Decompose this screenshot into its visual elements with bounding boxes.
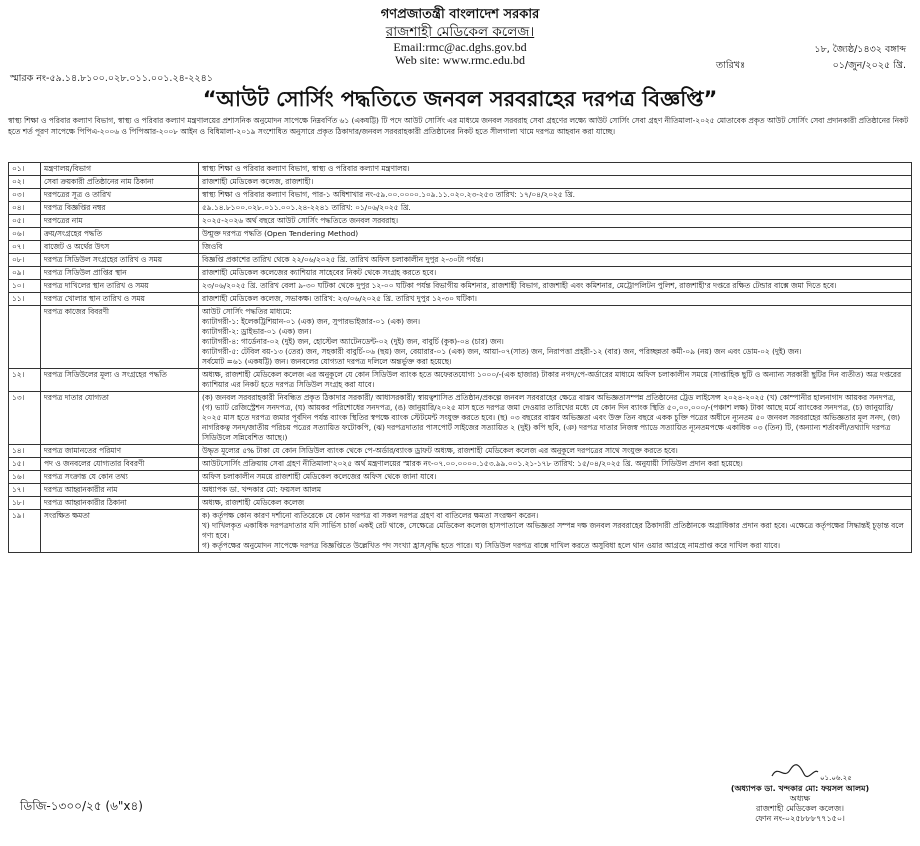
table-row: ১৬। দরপত্র সংক্রান্ত যে কোন তথ্য অফিস চলাকালীন সময়ে রাজশাহী মেডিকেল কলেজের অফিস থেকে জানা যাবে। — [9, 471, 912, 484]
table-row: ০৬। ক্রয়/সংগ্রহের পদ্ধতি উন্মুক্ত দরপত্র পদ্ধতি (Open Tendering Method) — [9, 228, 912, 241]
signer-phone: ফোন নং-০২৫৮৮৮৭৭১৫০। — [755, 814, 845, 823]
work-line: ক্যাটাগরী-১: ইলেকট্রিশিয়ান-০১ (এক) জন, সুপারভাইজার-০১ (এক) জন। — [202, 317, 421, 326]
signature-block — [700, 784, 900, 824]
table-row-rights: ১৯। সংরক্ষিত ক্ষমতা ক) কর্তৃপক্ষ কোন কারণ দর্শানো ব্যতিরেকে যে কোন দরপত্র বা সকল দরপত্র গ্রহণ বা বাতিলের ক্ষমতা সংরক্ষণ করেন। খ) দাখিলকৃত একাধিক দরপত্রদাতার যদি সার্ভিস চার্জ একই রেট থাকে, সেক্ষেত্রে মেডিকেল কলেজ হাসপাতালে অভিজ্ঞতা সম্পন্ন দক্ষ জনবল সরবরাহের ঠিকাদারী প্রতিষ্ঠানকে অগ্রাধিকার প্রদান করা হবে। এক্ষেত্রে কর্তৃপক্ষের সিদ্ধান্তই চূড়ান্ত বলে গণ্য হবে। গ) কর্তৃপক্ষের অনুমোদন সাপেক্ষে দরপত্র বিজ্ঞপ্তিতে উল্লেখিত পদ সংখ্যা হ্রাস/বৃদ্ধি হতে পারে। ঘ) সিডিউল দরপত্র বাক্সে দাখিল করতে অসুবিধা হলে থান ওয়ার আগ্রহে নামপ্রাপ্ত করে দাখিল করা যাবে। — [9, 510, 912, 553]
table-row: ০৭। বাজেট ও অর্থের উৎস জিওবি — [9, 241, 912, 254]
rights-item: গ) কর্তৃপক্ষের অনুমোদন সাপেক্ষে দরপত্র বিজ্ঞপ্তিতে উল্লেখিত পদ সংখ্যা হ্রাস/বৃদ্ধি হতে পারে। ঘ) সিডিউল দরপত্র বাক্সে দাখিল করতে অসুবিধা হলে থান ওয়ার আগ্রহে নামপ্রাপ্ত করে দাখিল করা যাবে। — [202, 541, 781, 550]
rights-item: ক) কর্তৃপক্ষ কোন কারণ দর্শানো ব্যতিরেকে যে কোন দরপত্র বা সকল দরপত্র গ্রহণ বা বাতিলের ক্ষমতা সংরক্ষণ করেন। — [202, 511, 539, 520]
work-line: সর্বমোট =৬১ (একষট্টি) জন। জনবলের যোগ্যতা দরপত্র দলিলে অন্তর্ভুক্ত করা হয়েছে। — [202, 357, 452, 366]
table-row: ১৭। দরপত্র আহ্বানকারীর নাম অধ্যাপক ডা. খন্দকার মো: ফয়সল আলম — [9, 484, 912, 497]
table-row: ১৩। দরপত্র দাতার যোগ্যতা (ক) জনবল সরবরাহকারী নিবন্ধিত প্রকৃত ঠিকাদার সরকারী/ আধাসরকারী/ স্বায়ত্বশাসিত প্রতিষ্ঠান/প্রকল্পে জনবল সরবরাহের ক্ষেত্রে বাস্তব অভিজ্ঞতাসম্পন্ন প্রতিষ্ঠানের ট্রেড লাইসেন্স ২০২৪-২০২৫ (খ) কোম্পানীর হালনাগাদ আয়কর সনদপত্র, (গ) ভ্যাট রেজিস্ট্রেশন সনদপত্র, (ঘ) আয়কর পরিশোধের সনদপত্র, (ঙ) জানুয়ারি/২০২৫ মাস হতে দরপত্র জমা দেওয়ার তারিখের মধ্যে যে কোন দিন ব্যাংক স্থিতি ৫০,০০,০০০/-(পঞ্চাশ লক্ষ) টাকা আছে মর্মে ব্যাংকের সনদপত্র, (চ) জানুয়ারি/২০২৫ মাস হতে দরপত্র জমার পূর্বদিন পর্যন্ত ব্যাংক স্থিতির স্বপক্ষে ব্যাংক স্টেটমেন্ট সংযুক্ত করতে হবে। (ছ) ০৩ বছরের বাস্তব অভিজ্ঞতা এবং উক্ত তিন বছরে একক চুক্তি পত্রের অধীনে ন্যূনতম ৫০ জনবল সরবরাহের অভিজ্ঞতার মূল সনদ, (জ) নাগরিকত্ব সনদ/জাতীয় পরিচয় পত্রের সত্যায়িত ফটোকপি, (ঝ) দরপত্রদাতার পাসপোর্ট সাইজের সত্যায়িত ২ (দুই) কপি ছবি, (ঞ) দরপত্র দাতার নিজস্ব প্যাডে সত্যায়িত ন্যূনতমপক্ষে একাধিক ০৩ (তিন) টি, (অন্যান্য শর্তাবলী/তথ্যাদি দরপত্র সিডিউলে সন্নিবেশিত আছে।) — [9, 392, 912, 445]
table-row: ০৯। দরপত্র সিডিউল প্রাপ্তির স্থান রাজশাহী মেডিকেল কলেজের ক্যাশিয়ার সাহেবের নিকট থেকে সংগ্রহ করতে হবে। — [9, 267, 912, 280]
table-row: ০৮। দরপত্র সিডিউল সংগ্রহের তারিখ ও সময় বিজ্ঞপ্তি প্রকাশের তারিখ থেকে ২২/০৬/২০২৫ খ্রি. তারিখ অফিস চলাকালীন দুপুর ২-৩০টা পর্যন্ত। — [9, 254, 912, 267]
work-line: ক্যাটাগরী-৪: গার্ডেনার-০২ (দুই) জন, হোস্টেল অ্যাটেনডেন্ট-০২ (দুই) জন, বাবুর্চি (কুক)-০৪ (চার) জন। — [202, 337, 504, 346]
signature-scribble — [770, 760, 860, 782]
date-label: তারিখঃ — [716, 60, 746, 71]
table-row: ০১। মন্ত্রণালয়/বিভাগ স্বাস্থ্য শিক্ষা ও পরিবার কল্যাণ বিভাগ, স্বাস্থ্য ও পরিবার কল্যাণ মন্ত্রণালয়। — [9, 163, 912, 176]
rights-item: খ) দাখিলকৃত একাধিক দরপত্রদাতার যদি সার্ভিস চার্জ একই রেট থাকে, সেক্ষেত্রে মেডিকেল কলেজ হাসপাতালে অভিজ্ঞতা সম্পন্ন দক্ষ জনবল সরবরাহের ঠিকাদারী প্রতিষ্ঠানকে অগ্রাধিকার প্রদান করা হবে। এক্ষেত্রে কর্তৃপক্ষের সিদ্ধান্তই চূড়ান্ত বলে গণ্য হবে। — [202, 521, 904, 540]
signer-designation: অধ্যক্ষ — [789, 794, 811, 803]
work-line: ক্যাটাগরী-৫: টেবিল বয়-১৩ (তের) জন, সহকারী বাবুর্চি-০৬ (ছয়) জন, বেয়ারার-০১ (এক) জন, আয়া-০৭(সাত) জন, নিরাপত্তা প্রহরী-১২ (বার) জন, পরিচ্ছন্নতা কর্মী-০৯ (নয়) জন এবং ডোম-০২ (দুই) জন। — [202, 347, 802, 356]
intro-paragraph: স্বাস্থ্য শিক্ষা ও পরিবার কল্যাণ বিভাগ, স্বাস্থ্য ও পরিবার কল্যাণ মন্ত্রণালয়ের প্রশাসনিক অনুমোদন সাপেক্ষে নিম্নবর্ণিত ৬১ (একষট্টি) টি পদে আউট সোর্সিং এর মাধ্যমে জনবল সরবরাহ সেবা গ্রহণের লক্ষ্যে আউট সোর্সিং সেবা গ্রহণ নীতিমালা-২০২৫ মোতাবেক প্রকৃত আউট সোর্সিং সেবা প্রদানকারী প্রতিষ্ঠানের নিকট হতে শর্ত পূরণ সাপেক্ষে পিপিএ-২০০৬ ও পিপিআর-২০০৮ আইন ও বিধিমালা-২০১৯ সংশোধিত অনুসারে প্রকৃত ঠিকাদার/জনবল সরবরাহকারী প্রতিষ্ঠানের নিকট হতে সীলগালা খামে দরপত্র আহবান করা যাচ্ছে। — [8, 116, 909, 136]
english-date: ০১/জুন/২০২৫ খ্রি. — [832, 60, 906, 71]
table-row: ১০। দরপত্র দাখিলের স্থান তারিখ ও সময় ২৩/০৬/২০২৫ খ্রি. তারিখ বেলা ৯-৩০ ঘটিকা থেকে দুপুর ১২-০০ ঘটিকা পর্যন্ত বিভাগীয় কমিশনার, রাজশাহী বিভাগ, রাজশাহী এবং কমিশনার, মেট্রোপলিটন পুলিশ, রাজশাহী'র দপ্তরে রক্ষিত টেন্ডার বাক্সে জমা দিতে হবে। — [9, 280, 912, 293]
tender-table — [8, 162, 912, 553]
table-row: ১৮। দরপত্র আহ্বানকারীর ঠিকানা অধ্যক্ষ, রাজশাহী মেডিকেল কলেজ — [9, 497, 912, 510]
table-row: ০৩। দরপত্রের সূত্র ও তারিখ স্বাস্থ্য শিক্ষা ও পরিবার কল্যাণ বিভাগ, পার-১ অধিশাখার নং-৫৯.০০.০০০০.১০৯.১১.০২০.২৩-২৫৩ তারিখ: ১৭/০৪/২০২৫ খ্রি. — [9, 189, 912, 202]
government-name: গণপ্রজাতন্ত্রী বাংলাদেশ সরকার — [380, 7, 540, 22]
signature-date: ০১.০৬.২৫ — [820, 774, 852, 782]
notice-title: “আউট সোর্সিং পদ্ধতিতে জনবল সরবরাহের দরপত্র বিজ্ঞপ্তি” — [202, 87, 718, 111]
signer-name: (অধ্যাপক ডা. খন্দকার মো: ফয়সল আলম) — [730, 784, 870, 793]
table-row: ১১। দরপত্র খোলার স্থান তারিখ ও সময় রাজশাহী মেডিকেল কলেজ, সভাকক্ষ। তারিখ: ২৩/০৬/২০২৫ খ্রি. তারিখ দুপুর ১২-৩০ ঘটিকা। — [9, 293, 912, 306]
work-line: ক্যাটাগরী-২: ড্রাইভার-০১ (এক) জন। — [202, 327, 312, 336]
footer-code: ডিজি-১৩০০/২৫ (৬"x৪) — [20, 799, 143, 813]
college-name: রাজশাহী মেডিকেল কলেজ। — [385, 24, 535, 40]
table-row: ০২। সেবা ক্রয়কারী প্রতিষ্ঠানের নাম ঠিকানা রাজশাহী মেডিকেল কলেজ, রাজশাহী। — [9, 176, 912, 189]
email-line: Email:rmc@ac.dghs.gov.bd — [393, 40, 527, 54]
website-line: Web site: www.rmc.edu.bd — [395, 53, 525, 67]
signer-org: রাজশাহী মেডিকেল কলেজ। — [756, 804, 844, 813]
table-row: ১৪। দরপত্র জামানতের পরিমাণ উদ্ধৃত মূল্যের ৫% টাকা যে কোন সিডিউল ব্যাংক থেকে পে-অর্ডার/ব্যাংক ড্রাফট অধ্যক্ষ, রাজশাহী মেডিকেল কলেজ এর অনুকূলে দরপত্রের সাথে সংযুক্ত করতে হবে। — [9, 445, 912, 458]
table-row: ০৪। দরপত্র বিজ্ঞপ্তির নম্বর ৫৯.১৪.৮১০০.০২৮.০১১.০০১.২৪-২২৪১ তারিখ: ০১/০৬/২০২৫ খ্রি. — [9, 202, 912, 215]
work-line: আউট সোর্সিং পদ্ধতির মাধ্যমে: — [202, 307, 292, 316]
table-row: ১৫। পদ ও জনবলের যোগ্যতার বিবরণী আউটসোর্সিং প্রক্রিয়ায় সেবা গ্রহণ নীতিমালা'২০২৫ অর্থ মন্ত্রণালয়ের স্মারক নং-০৭.০০.০০০০.১৫৩.৯৯.০০১.২১-১৭৮ তারিখ: ১৫/০৪/২০২৫ খ্রি. অনুযায়ী সিডিউল প্রদান করা হয়েছে। — [9, 458, 912, 471]
table-row: ০৫। দরপত্রের নাম ২০২৫-২০২৬ অর্থ বছরে আউট সোর্সিং পদ্ধতিতে জনবল সরবরাহ। — [9, 215, 912, 228]
table-row-work: দরপত্র কাজের বিবরণী আউট সোর্সিং পদ্ধতির মাধ্যমে: ক্যাটাগরী-১: ইলেকট্রিশিয়ান-০১ (এক) জন, সুপারভাইজার-০১ (এক) জন। ক্যাটাগরী-২: ড্রাইভার-০১ (এক) জন। ক্যাটাগরী-৪: গার্ডেনার-০২ (দুই) জন, হোস্টেল অ্যাটেনডেন্ট-০২ (দুই) জন, বাবুর্চি (কুক)-০৪ (চার) জন। ক্যাটাগরী-৫: টেবিল বয়-১৩ (তের) জন, সহকারী বাবুর্চি-০৬ (ছয়) জন, বেয়ারার-০১ (এক) জন, আয়া-০৭(সাত) জন, নিরাপত্তা প্রহরী-১২ (বার) জন, পরিচ্ছন্নতা কর্মী-০৯ (নয়) জন এবং ডোম-০২ (দুই) জন। সর্বমোট =৬১ (একষট্টি) জন। জনবলের যোগ্যতা দরপত্র দলিলে অন্তর্ভুক্ত করা হয়েছে। — [9, 306, 912, 369]
bangla-date: ১৮, জ্যৈষ্ঠ/১৪৩২ বঙ্গাব্দ — [814, 44, 906, 55]
table-row: ১২। দরপত্র সিডিউলের মূল্য ও সংগ্রহের পদ্ধতি অধ্যক্ষ, রাজশাহী মেডিকেল কলেজ এর অনুকূলে যে কোন সিডিউল ব্যাংক হতে অফেরতযোগ্য ১০০০/-(এক হাজার) টাকার নগদ/পে-অর্ডারের মাধ্যমে অফিস চলাকালীন সময়ে (সাপ্তাহিক ছুটি ও অন্যান্য সরকারী ছুটির দিন ব্যতীত) অত্র দপ্তরের ক্যাশিয়ার এর নিকট হতে দরপত্র সিডিউল সংগ্রহ করা যাবে। — [9, 369, 912, 392]
date-block — [716, 44, 906, 72]
memo-number: স্মারক নং-৫৯.১৪.৮১০০.০২৮.০১১.০০১.২৪-২২৪১ — [10, 73, 213, 84]
